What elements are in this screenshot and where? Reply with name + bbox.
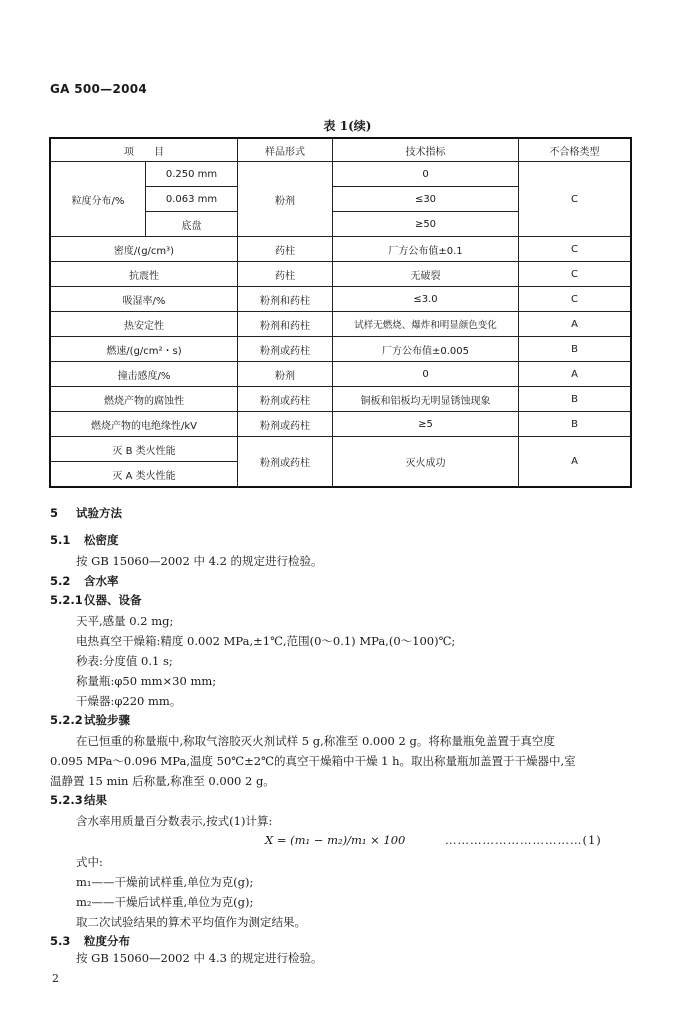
equipment-line: 天平,感量 0.2 mg; bbox=[76, 614, 174, 628]
row-index: ≤3.0 bbox=[333, 287, 519, 312]
particle-form: 粉剂 bbox=[238, 162, 333, 237]
row-index: ≥5 bbox=[333, 412, 519, 437]
variable-definition: m₂——干燥后试样重,单位为克(g); bbox=[76, 895, 254, 909]
section-5-2-2-heading bbox=[50, 712, 130, 728]
section-title: 含水率 bbox=[84, 574, 119, 588]
row-item: 燃烧产物的电绝缘性/kV bbox=[51, 412, 238, 437]
fire-item-b: 灭 B 类火性能 bbox=[51, 437, 238, 462]
section-title: 仪器、设备 bbox=[84, 593, 142, 607]
paragraph: 在已恒重的称量瓶中,称取气溶胶灭火剂试样 5 g,称准至 0.000 2 g。将称量瓶免盖置于真空度 bbox=[76, 734, 555, 748]
header-sample-form: 样品形式 bbox=[238, 139, 333, 162]
section-5-2-heading bbox=[50, 573, 119, 589]
row-type: B bbox=[519, 387, 631, 412]
particle-value-2: ≤30 bbox=[333, 187, 519, 212]
section-number: 5 bbox=[50, 506, 59, 520]
table-row bbox=[51, 437, 631, 462]
row-form: 粉剂或药柱 bbox=[238, 412, 333, 437]
fire-form: 粉剂或药柱 bbox=[238, 437, 333, 487]
row-type: C bbox=[519, 262, 631, 287]
section-5-2-1-heading bbox=[50, 592, 142, 608]
header-nonconformity-type: 不合格类型 bbox=[519, 139, 631, 162]
row-index: 铜板和铝板均无明显锈蚀现象 bbox=[333, 387, 519, 412]
table-row bbox=[51, 162, 631, 187]
fire-item-a: 灭 A 类火性能 bbox=[51, 462, 238, 487]
equipment-line: 秒表:分度值 0.1 s; bbox=[76, 654, 173, 668]
section-5-2-3-heading bbox=[50, 792, 107, 808]
equipment-line: 干燥器:φ220 mm。 bbox=[76, 694, 182, 708]
row-index: 无破裂 bbox=[333, 262, 519, 287]
section-5-3-heading bbox=[50, 933, 130, 949]
row-index: 厂方公布值±0.005 bbox=[333, 337, 519, 362]
table-row bbox=[51, 262, 631, 287]
standard-code: GA 500—2004 bbox=[50, 82, 148, 96]
row-form: 药柱 bbox=[238, 237, 333, 262]
row-type: A bbox=[519, 362, 631, 387]
row-item: 密度/(g/cm³) bbox=[51, 237, 238, 262]
row-item: 抗震性 bbox=[51, 262, 238, 287]
where-label: 式中: bbox=[76, 855, 103, 869]
table-row bbox=[51, 387, 631, 412]
equipment-line: 电热真空干燥箱:精度 0.002 MPa,±1℃,范围(0～0.1) MPa,(0～100)℃; bbox=[76, 634, 456, 648]
table-row bbox=[51, 362, 631, 387]
table-row bbox=[51, 287, 631, 312]
paragraph: 0.095 MPa～0.096 MPa,温度 50℃±2℃的真空干燥箱中干燥 1 h。取出称量瓶加盖置于干燥器中,室 bbox=[50, 754, 576, 768]
fire-type: A bbox=[519, 437, 631, 487]
particle-value-1: 0 bbox=[333, 162, 519, 187]
row-type: C bbox=[519, 287, 631, 312]
specification-table bbox=[50, 138, 631, 487]
table-row bbox=[51, 337, 631, 362]
section-5-1-heading bbox=[50, 532, 119, 548]
section-title: 松密度 bbox=[84, 533, 119, 547]
page-number: 2 bbox=[52, 972, 59, 985]
section-5-heading bbox=[50, 505, 122, 521]
section-number: 5.1 bbox=[50, 533, 71, 547]
section-title: 试验步骤 bbox=[84, 713, 130, 727]
paragraph: 取二次试验结果的算术平均值作为测定结果。 bbox=[76, 915, 306, 929]
section-title: 结果 bbox=[84, 793, 107, 807]
row-index: 厂方公布值±0.1 bbox=[333, 237, 519, 262]
section-number: 5.2.3 bbox=[50, 793, 83, 807]
fire-index: 灭火成功 bbox=[333, 437, 519, 487]
particle-sub-1: 0.250 mm bbox=[146, 162, 238, 187]
row-form: 粉剂和药柱 bbox=[238, 312, 333, 337]
row-item: 热安定性 bbox=[51, 312, 238, 337]
paragraph: 温静置 15 min 后称量,称准至 0.000 2 g。 bbox=[50, 774, 275, 788]
section-number: 5.2 bbox=[50, 574, 71, 588]
row-item: 撞击感度/% bbox=[51, 362, 238, 387]
paragraph: 含水率用质量百分数表示,按式(1)计算: bbox=[76, 814, 273, 828]
section-number: 5.2.1 bbox=[50, 593, 83, 607]
paragraph: 按 GB 15060—2002 中 4.3 的规定进行检验。 bbox=[76, 951, 323, 965]
section-title: 试验方法 bbox=[76, 506, 122, 520]
table-row bbox=[51, 312, 631, 337]
table-header-row bbox=[51, 139, 631, 162]
table-title: 表 1(续) bbox=[323, 119, 372, 133]
row-item: 燃烧产物的腐蚀性 bbox=[51, 387, 238, 412]
row-type: B bbox=[519, 337, 631, 362]
row-type: A bbox=[519, 312, 631, 337]
particle-type: C bbox=[519, 162, 631, 237]
section-number: 5.2.2 bbox=[50, 713, 83, 727]
particle-sub-3: 底盘 bbox=[146, 212, 238, 237]
row-form: 粉剂或药柱 bbox=[238, 337, 333, 362]
row-form: 药柱 bbox=[238, 262, 333, 287]
table-row bbox=[51, 412, 631, 437]
table-row bbox=[51, 237, 631, 262]
row-form: 粉剂或药柱 bbox=[238, 387, 333, 412]
row-form: 粉剂和药柱 bbox=[238, 287, 333, 312]
variable-definition: m₁——干燥前试样重,单位为克(g); bbox=[76, 875, 254, 889]
particle-label: 粒度分布/% bbox=[51, 162, 146, 237]
header-item: 项 目 bbox=[51, 139, 238, 162]
section-number: 5.3 bbox=[50, 934, 71, 948]
particle-sub-2: 0.063 mm bbox=[146, 187, 238, 212]
row-type: B bbox=[519, 412, 631, 437]
section-title: 粒度分布 bbox=[84, 934, 130, 948]
particle-value-3: ≥50 bbox=[333, 212, 519, 237]
row-type: C bbox=[519, 237, 631, 262]
formula-number: ……………………………(1) bbox=[445, 833, 602, 847]
equipment-line: 称量瓶:φ50 mm×30 mm; bbox=[76, 674, 217, 688]
paragraph: 按 GB 15060—2002 中 4.2 的规定进行检验。 bbox=[76, 554, 323, 568]
row-index: 试样无燃烧、爆炸和明显颜色变化 bbox=[333, 312, 519, 337]
row-form: 粉剂 bbox=[238, 362, 333, 387]
row-item: 吸湿率/% bbox=[51, 287, 238, 312]
header-technical-index: 技术指标 bbox=[333, 139, 519, 162]
row-index: 0 bbox=[333, 362, 519, 387]
formula: X = (m₁ − m₂)/m₁ × 100 bbox=[265, 833, 406, 847]
row-item: 燃速/(g/cm²・s) bbox=[51, 337, 238, 362]
